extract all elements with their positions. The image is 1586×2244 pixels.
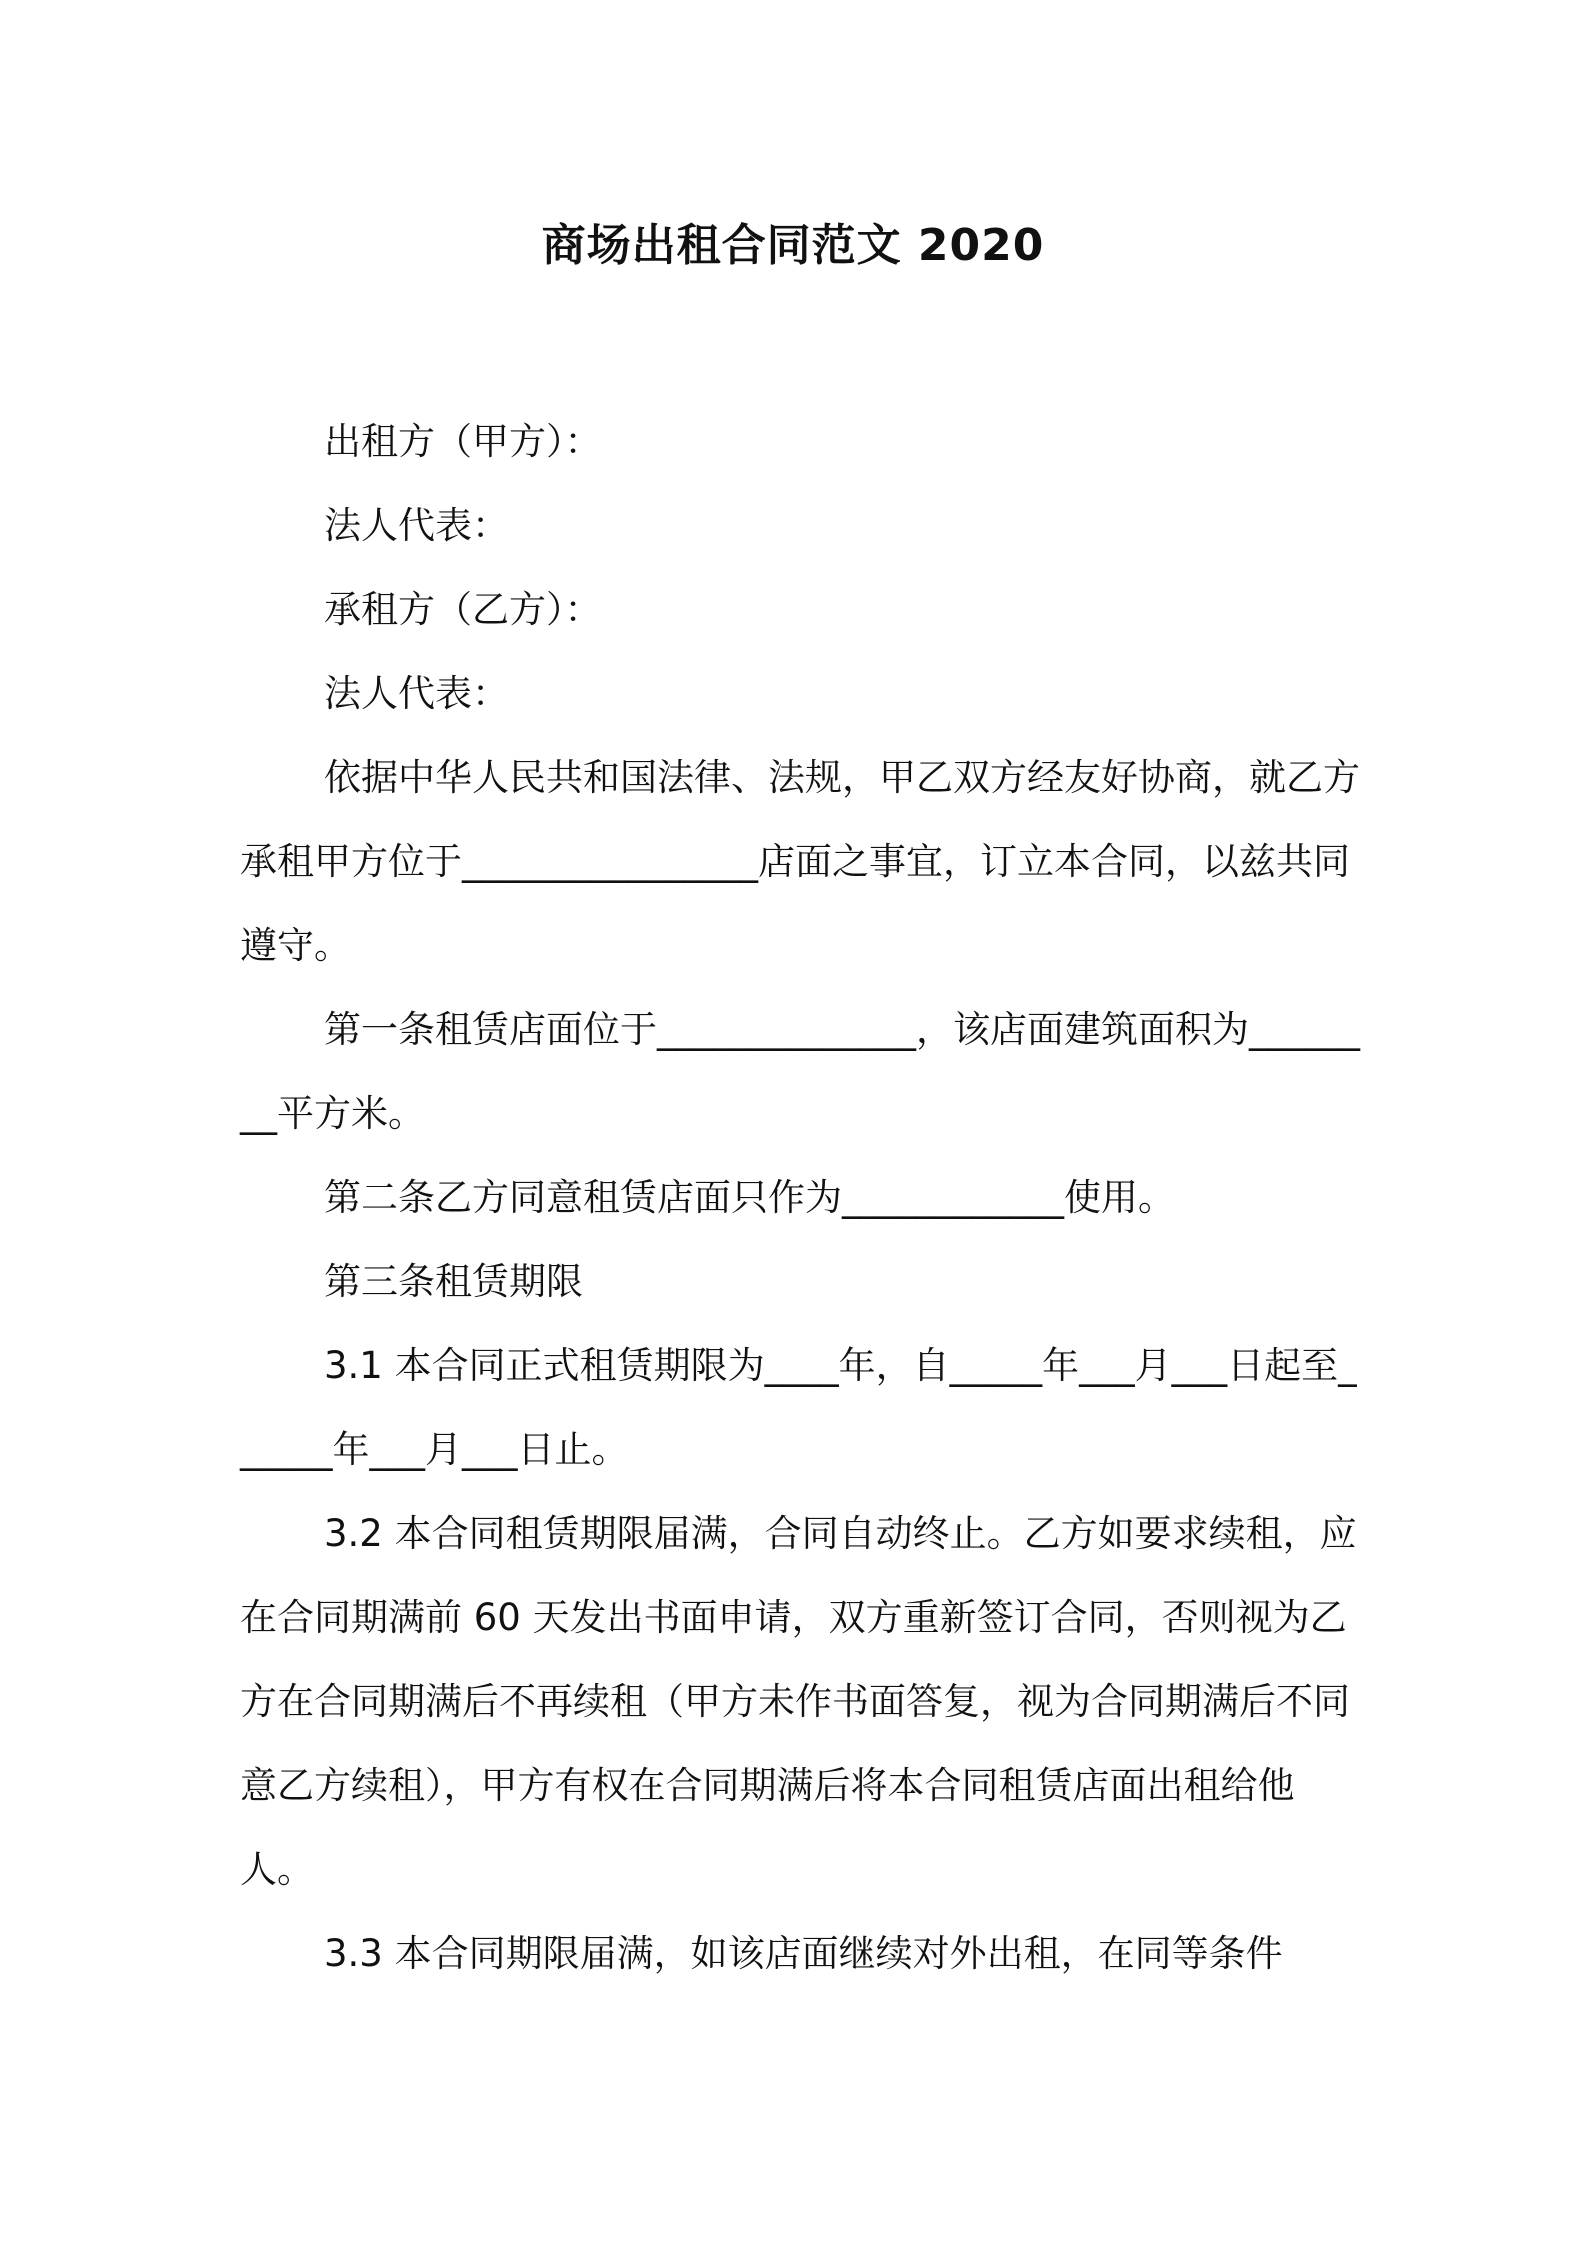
paragraph-lessor-legal-rep: 法人代表： (324, 504, 509, 547)
paragraph-article-3-2: 3.2 本合同租赁期限届满，合同自动终止。乙方如要求续租，应在合同期满前 60 天发出书面申请，双方重新签订合同，否则视为乙方在合同期满后不再续租（甲方未作书面答复，视为合同期满后不同意乙方续租），甲方有权在合同期满后将本合同租赁店面出租给他人。 (240, 1512, 1357, 1891)
paragraph-lessee-legal-rep: 法人代表： (324, 672, 509, 715)
paragraph-preamble: 依据中华人民共和国法律、法规，甲乙双方经友好协商，就乙方承租甲方位于________________店面之事宜，订立本合同，以兹共同遵守。 (240, 756, 1360, 967)
paragraph-article-3-heading: 第三条租赁期限 (324, 1260, 583, 1303)
paragraph-lessee: 承租方（乙方）： (324, 588, 602, 631)
paragraph-article-3-3: 3.3 本合同期限届满，如该店面继续对外出租，在同等条件 (324, 1932, 1283, 1975)
document-body (240, 400, 1360, 1996)
paragraph-lessor: 出租方（甲方）： (324, 420, 602, 463)
document-title: 商场出租合同范文 2020 (541, 220, 1045, 271)
paragraph-article-3-1: 3.1 本合同正式租赁期限为____年，自_____年___月___日起至______年___月___日止。 (240, 1344, 1357, 1471)
paragraph-article-1: 第一条租赁店面位于______________，该店面建筑面积为________平方米。 (240, 1008, 1360, 1135)
paragraph-article-2: 第二条乙方同意租赁店面只作为____________使用。 (324, 1176, 1175, 1219)
